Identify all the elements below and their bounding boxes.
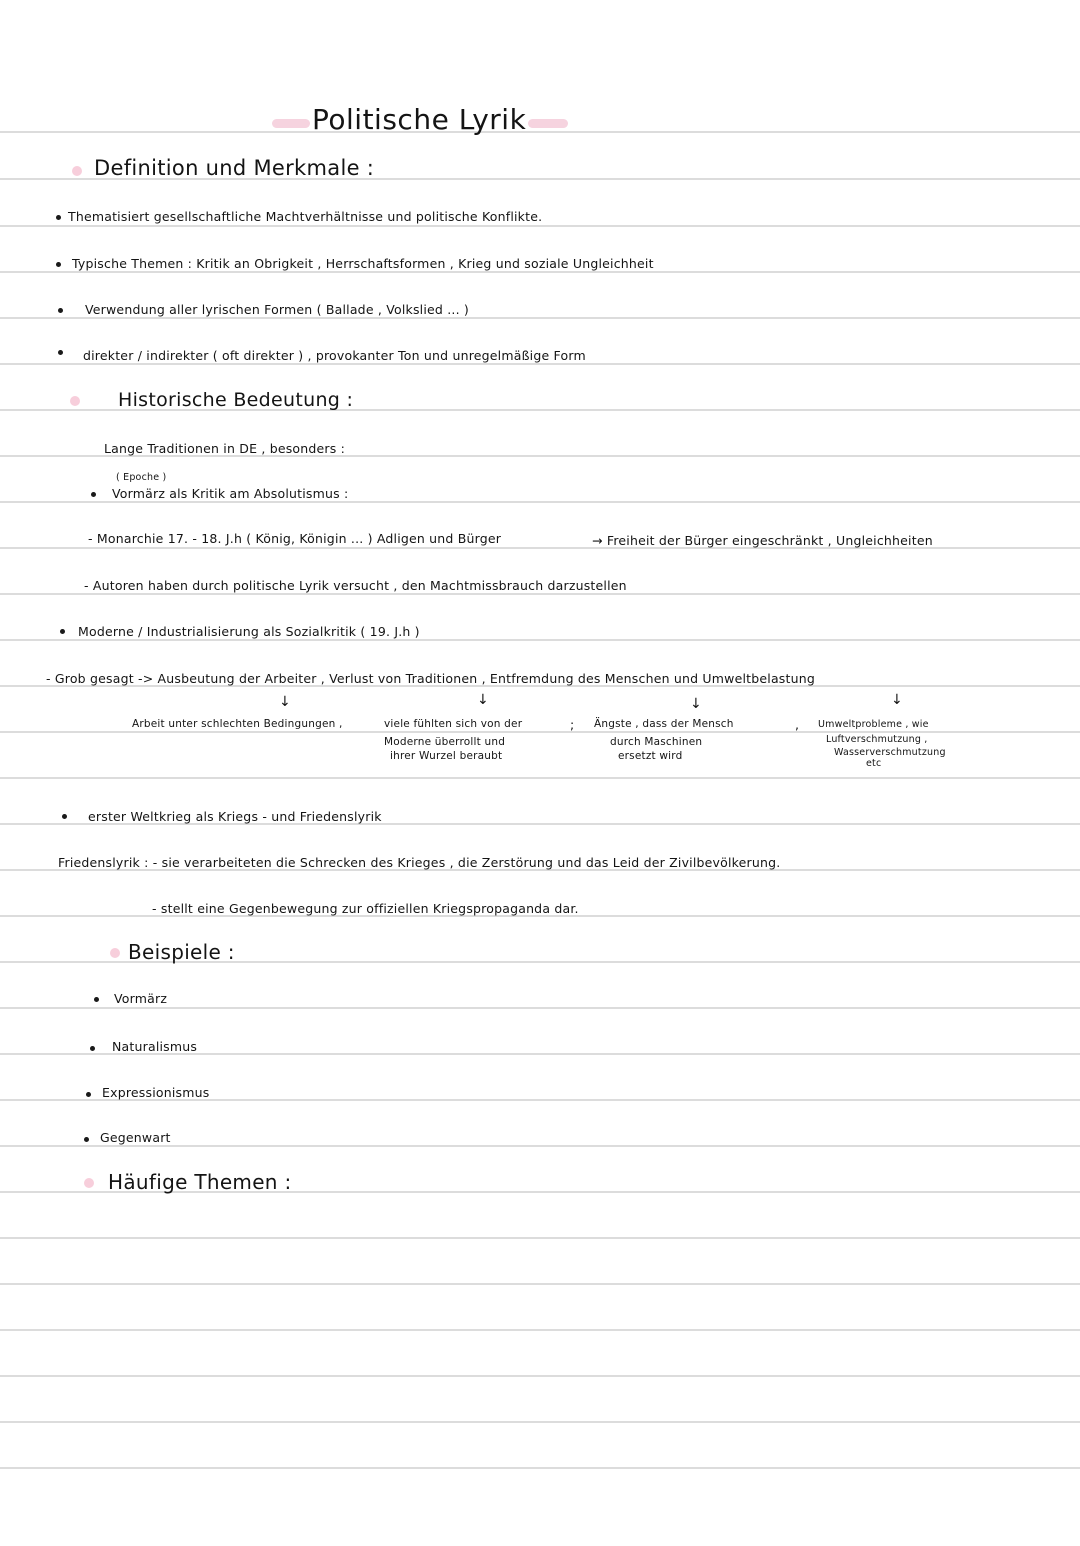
sub-umwelt-line: Umweltprobleme , wie: [818, 719, 929, 730]
down-arrow-icon: ↓: [477, 692, 489, 708]
weltkrieg-item: erster Weltkrieg als Kriegs - und Friedenslyrik: [88, 809, 382, 824]
monarchie-line: - Monarchie 17. - 18. J.h ( König, Königin ... ) Adligen und Bürger: [88, 531, 502, 546]
grob-line: - Grob gesagt -> Ausbeutung der Arbeiter , Verlust von Traditionen , Entfremdung des Menschen und Umweltbelastung: [46, 671, 815, 686]
beispiel-item: Gegenwart: [100, 1130, 171, 1145]
bullet: [94, 997, 99, 1002]
sub-angst-line: durch Maschinen: [610, 736, 703, 748]
rule-line: [0, 317, 1080, 319]
rule-line: [0, 1421, 1080, 1423]
rule-line: [0, 131, 1080, 133]
epoche-note: ( Epoche ): [116, 472, 167, 483]
vormaerz-item: Vormärz als Kritik am Absolutismus :: [112, 486, 349, 501]
heading-definition: Definition und Merkmale :: [94, 156, 375, 180]
title-highlight-left: [272, 119, 310, 128]
down-arrow-icon: ↓: [891, 692, 903, 708]
heading-dot: [72, 166, 82, 176]
bullet: [84, 1137, 89, 1142]
sub-moderne-line: ihrer Wurzel beraubt: [390, 750, 503, 762]
bullet: [58, 308, 63, 313]
sub-angst-line: ersetzt wird: [618, 750, 683, 762]
gegenbewegung-line: - stellt eine Gegenbewegung zur offiziellen Kriegspropaganda dar.: [152, 901, 579, 916]
heading-beispiele: Beispiele :: [128, 940, 235, 964]
down-arrow-icon: ↓: [279, 694, 291, 710]
definition-item: direkter / indirekter ( oft direkter ) , provokanter Ton und unregelmäßige Form: [83, 348, 586, 363]
rule-line: [0, 225, 1080, 227]
bullet: [56, 262, 61, 267]
sub-umwelt-line: etc: [866, 758, 882, 769]
beispiel-item: Vormärz: [114, 991, 168, 1006]
beispiel-item: Naturalismus: [112, 1039, 198, 1054]
sub-umwelt-line: Wasserverschmutzung: [834, 747, 946, 758]
rule-line: [0, 271, 1080, 273]
autoren-line: - Autoren haben durch politische Lyrik versucht , den Machtmissbrauch darzustellen: [84, 578, 627, 593]
beispiel-item: Expressionismus: [102, 1085, 210, 1100]
moderne-item: Moderne / Industrialisierung als Sozialkritik ( 19. J.h ): [78, 624, 420, 639]
monarchie-result: → Freiheit der Bürger eingeschränkt , Ungleichheiten: [592, 533, 933, 548]
bullet: [56, 215, 61, 220]
heading-themen: Häufige Themen :: [108, 1170, 292, 1194]
down-arrow-icon: ↓: [690, 696, 702, 712]
bullet: [86, 1092, 91, 1097]
title-highlight-right: [528, 119, 568, 128]
bullet: [90, 1046, 95, 1051]
definition-item: Typische Themen : Kritik an Obrigkeit , Herrschaftsformen , Krieg und soziale Ungleichheit: [72, 256, 654, 271]
definition-item: Verwendung aller lyrischen Formen ( Ballade , Volkslied ... ): [85, 302, 469, 317]
heading-dot: [70, 396, 80, 406]
separator: ;: [570, 717, 575, 732]
sub-arbeit: Arbeit unter schlechten Bedingungen ,: [132, 718, 343, 730]
rule-line: [0, 639, 1080, 641]
rule-line: [0, 1467, 1080, 1469]
heading-dot: [110, 948, 120, 958]
heading-history: Historische Bedeutung :: [118, 389, 354, 411]
separator: ,: [795, 717, 800, 732]
history-intro: Lange Traditionen in DE , besonders :: [104, 441, 346, 456]
bullet: [58, 350, 63, 355]
sub-angst-line: Ängste , dass der Mensch: [594, 718, 734, 730]
friedenslyrik-line: Friedenslyrik : - sie verarbeiteten die Schrecken des Krieges , die Zerstörung und das Leid der Zivilbevölkerung.: [58, 855, 781, 870]
rule-line: [0, 1145, 1080, 1147]
rule-line: [0, 731, 1080, 733]
sub-moderne-line: Moderne überrollt und: [384, 736, 506, 748]
rule-line: [0, 1007, 1080, 1009]
bullet: [62, 814, 67, 819]
sub-moderne-line: viele fühlten sich von der: [384, 718, 523, 730]
rule-line: [0, 777, 1080, 779]
rule-line: [0, 501, 1080, 503]
sub-umwelt-line: Luftverschmutzung ,: [826, 734, 928, 745]
heading-dot: [84, 1178, 94, 1188]
rule-line: [0, 1329, 1080, 1331]
rule-line: [0, 1283, 1080, 1285]
rule-line: [0, 1375, 1080, 1377]
bullet: [60, 629, 65, 634]
page-title: Politische Lyrik: [312, 103, 527, 136]
rule-line: [0, 1237, 1080, 1239]
rule-line: [0, 593, 1080, 595]
bullet: [91, 492, 96, 497]
rule-line: [0, 363, 1080, 365]
definition-item: Thematisiert gesellschaftliche Machtverhältnisse und politische Konflikte.: [68, 209, 543, 224]
